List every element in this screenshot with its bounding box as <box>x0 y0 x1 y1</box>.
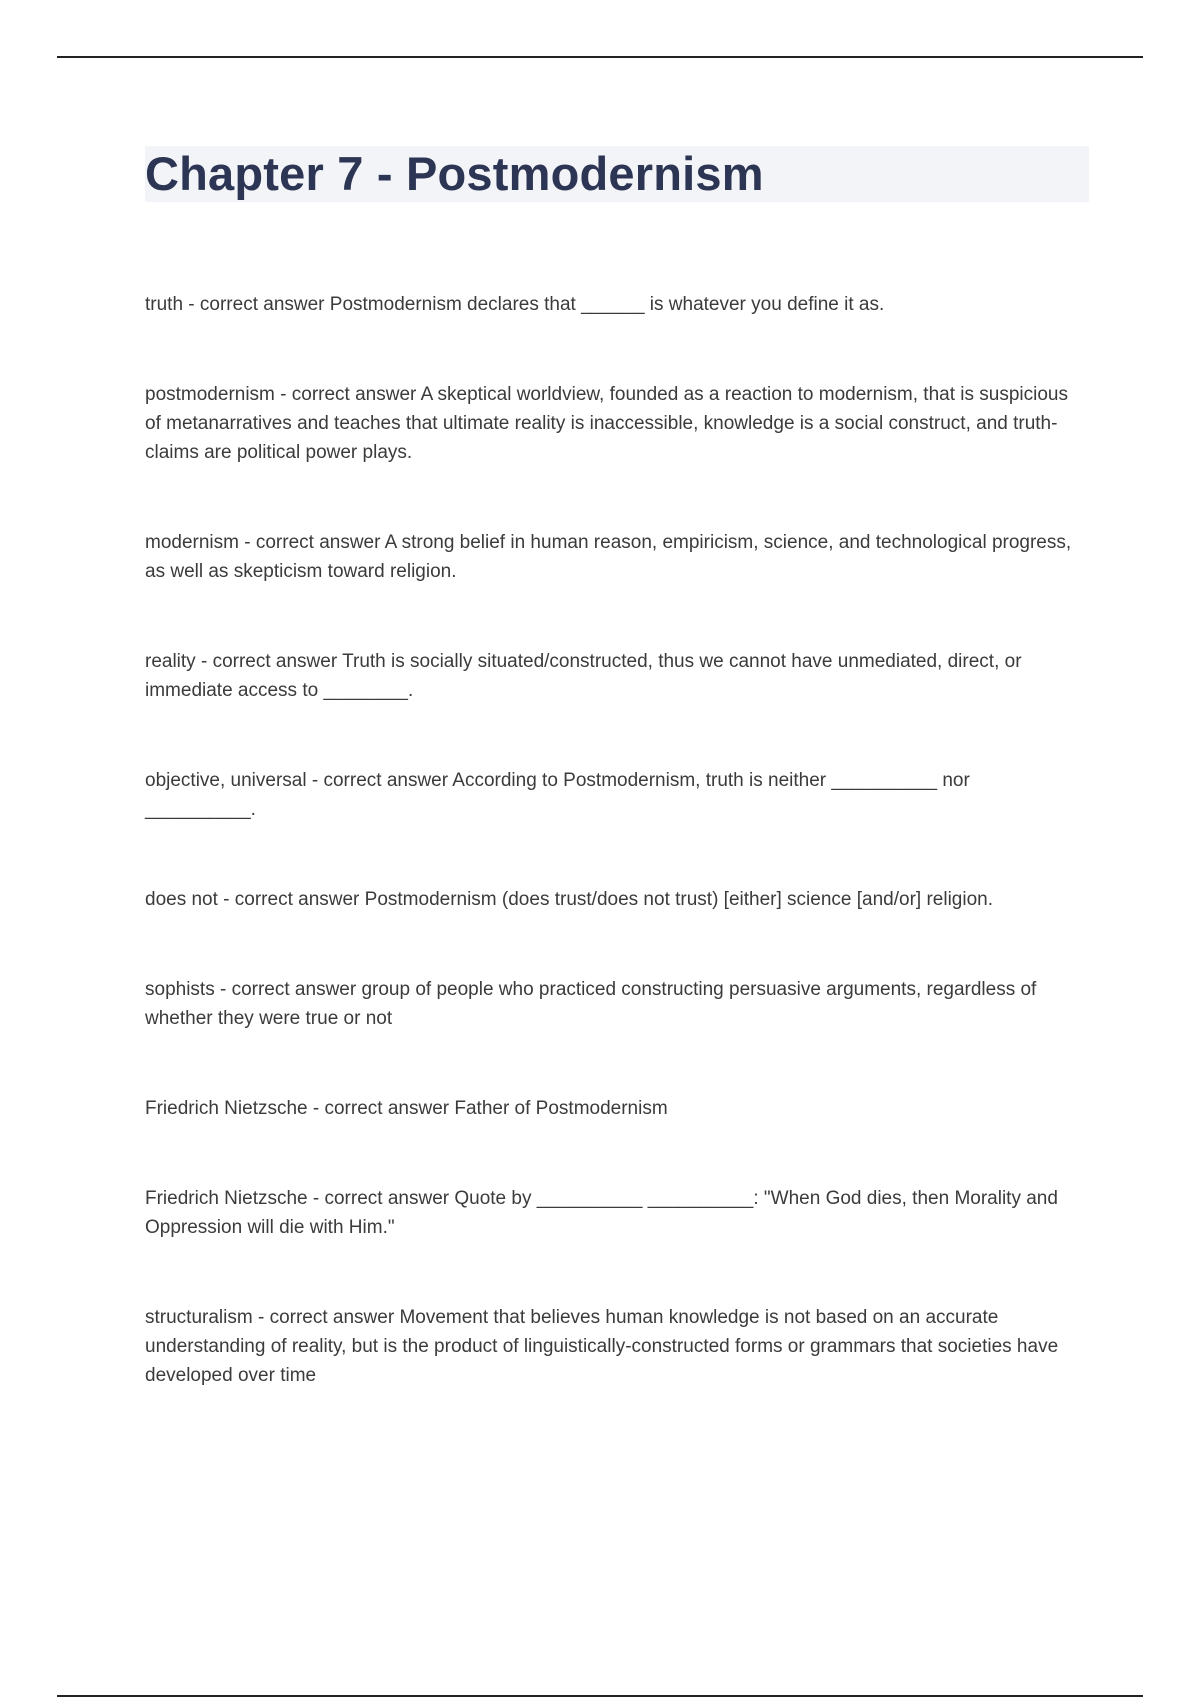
flashcard-item: truth - correct answer Postmodernism declares that ______ is whatever you define it as. <box>145 294 885 315</box>
flashcard-item: sophists - correct answer group of people who practiced constructing persuasive arguments, regardless of whether they were true or not <box>145 979 1037 1029</box>
page-top-rule <box>57 56 1143 58</box>
flashcard-item: reality - correct answer Truth is socially situated/constructed, thus we cannot have unmediated, direct, or immediate access to ________. <box>145 651 1022 701</box>
flashcard-list <box>145 290 1085 1451</box>
flashcard-item: Friedrich Nietzsche - correct answer Father of Postmodernism <box>145 1098 668 1119</box>
page-title: Chapter 7 - Postmodernism <box>145 147 764 200</box>
flashcard-item: postmodernism - correct answer A skeptical worldview, founded as a reaction to modernism, that is suspicious of metanarratives and teaches that ultimate reality is inaccessible, knowledge is a social construct, and truth-claims are political power plays. <box>145 384 1068 463</box>
flashcard-item: modernism - correct answer A strong belief in human reason, empiricism, science, and technological progress, as well as skepticism toward religion. <box>145 532 1072 582</box>
flashcard-item: structuralism - correct answer Movement that believes human knowledge is not based on an accurate understanding of reality, but is the product of linguistically-constructed forms or grammars that societies have developed over time <box>145 1307 1059 1386</box>
flashcard-item: Friedrich Nietzsche - correct answer Quote by __________ __________: "When God dies, then Morality and Oppression will die with Him." <box>145 1188 1058 1238</box>
page-bottom-rule <box>57 1695 1143 1697</box>
flashcard-item: objective, universal - correct answer According to Postmodernism, truth is neither __________ nor __________. <box>145 770 970 820</box>
flashcard-item: does not - correct answer Postmodernism (does trust/does not trust) [either] science [and/or] religion. <box>145 889 993 910</box>
